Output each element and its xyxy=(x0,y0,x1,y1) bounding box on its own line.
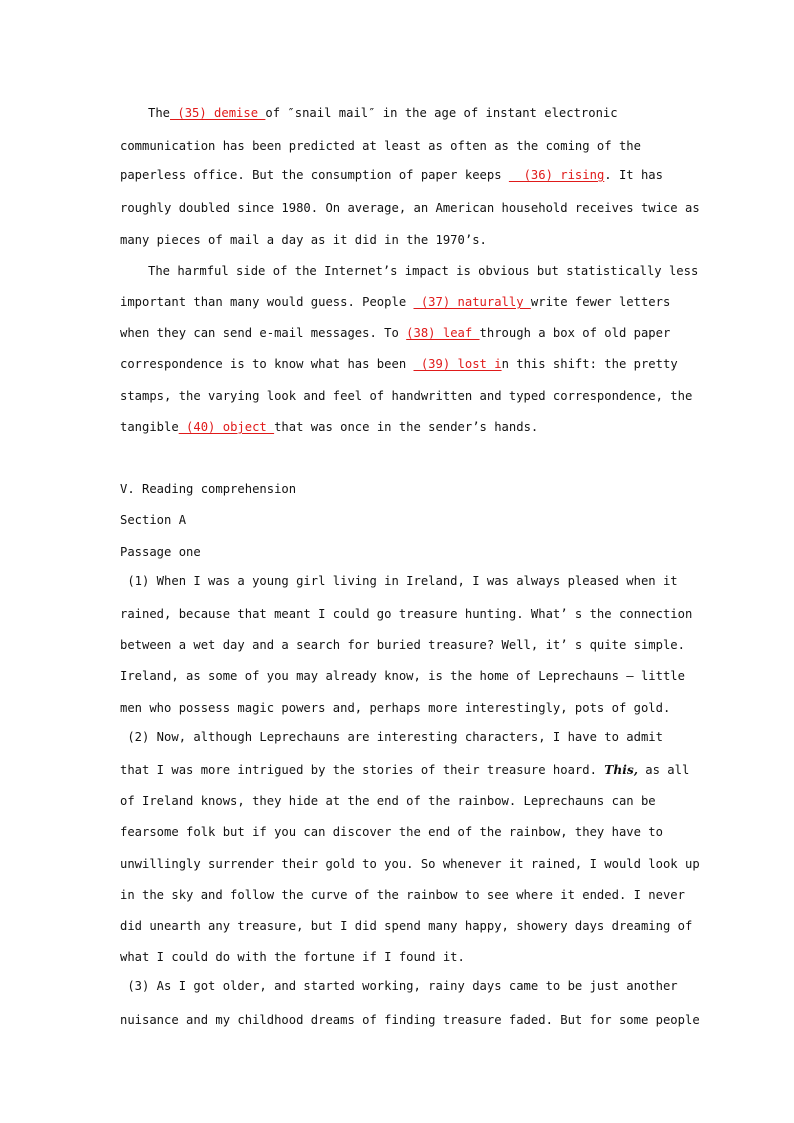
passage-line-5: men who possess magic powers and, perhaps more interestingly, pots of gold. xyxy=(120,701,671,715)
answer-39: (39) lost i xyxy=(413,357,502,371)
passage-line-3: between a wet day and a search for buried treasure? Well, it’ s quite simple. xyxy=(120,638,685,652)
passage-line-1: (1) When I was a young girl living in Ireland, I was always pleased when it xyxy=(120,574,678,588)
cloze-line-7: important than many would guess. People (37) naturally write fewer letters xyxy=(120,295,671,309)
passage-line-11: in the sky and follow the curve of the rainbow to see where it ended. I never xyxy=(120,888,685,902)
passage-line-8: of Ireland knows, they hide at the end of the rainbow. Leprechauns can be xyxy=(120,794,656,808)
cloze-line-2: communication has been predicted at least as often as the coming of the xyxy=(120,139,641,153)
cloze-line-3: paperless office. But the consumption of paper keeps (36) rising. It has xyxy=(120,168,663,182)
passage-line-13: what I could do with the fortune if I found it. xyxy=(120,950,465,964)
passage-line-2: rained, because that meant I could go treasure hunting. What’ s the connection xyxy=(120,607,693,621)
cloze-line-1: The (35) demise of ″snail mail″ in the age of instant electronic xyxy=(148,106,618,120)
cloze-line-10: stamps, the varying look and feel of handwritten and typed correspondence, the xyxy=(120,389,693,403)
passage-line-7: that I was more intrigued by the stories of their treasure hoard. This, as all xyxy=(120,763,690,777)
cloze-line-11: tangible (40) object that was once in the sender’s hands. xyxy=(120,420,539,434)
passage-line-15: nuisance and my childhood dreams of finding treasure faded. But for some people xyxy=(120,1013,700,1027)
cloze-line-4: roughly doubled since 1980. On average, an American household receives twice as xyxy=(120,201,700,215)
passage-line-4: Ireland, as some of you may already know, is the home of Leprechauns – little xyxy=(120,669,685,683)
passage-line-14: (3) As I got older, and started working, rainy days came to be just another xyxy=(120,979,678,993)
passage-title: Passage one xyxy=(120,545,201,559)
cloze-line-9: correspondence is to know what has been (39) lost in this shift: the pretty xyxy=(120,357,678,371)
passage-line-12: did unearth any treasure, but I did spend many happy, showery days dreaming of xyxy=(120,919,693,933)
cloze-line-8: when they can send e-mail messages. To (38) leaf through a box of old paper xyxy=(120,326,671,340)
passage-line-10: unwillingly surrender their gold to you. So whenever it rained, I would look up xyxy=(120,857,700,871)
answer-40: (40) object xyxy=(178,420,275,434)
answer-38: (38) leaf xyxy=(406,326,480,340)
passage-line-6: (2) Now, although Leprechauns are interesting characters, I have to admit xyxy=(120,730,663,744)
passage-line-9: fearsome folk but if you can discover the end of the rainbow, they have to xyxy=(120,825,663,839)
section-heading: V. Reading comprehension xyxy=(120,482,297,496)
section-part: Section A xyxy=(120,513,187,527)
cloze-line-5: many pieces of mail a day as it did in the 1970’s. xyxy=(120,233,487,247)
answer-37: (37) naturally xyxy=(413,295,531,309)
emphasized-word: This, xyxy=(604,763,638,777)
cloze-line-6: The harmful side of the Internet’s impact is obvious but statistically less xyxy=(148,264,699,278)
answer-35: (35) demise xyxy=(170,106,266,120)
answer-36: (36) rising xyxy=(508,168,605,182)
